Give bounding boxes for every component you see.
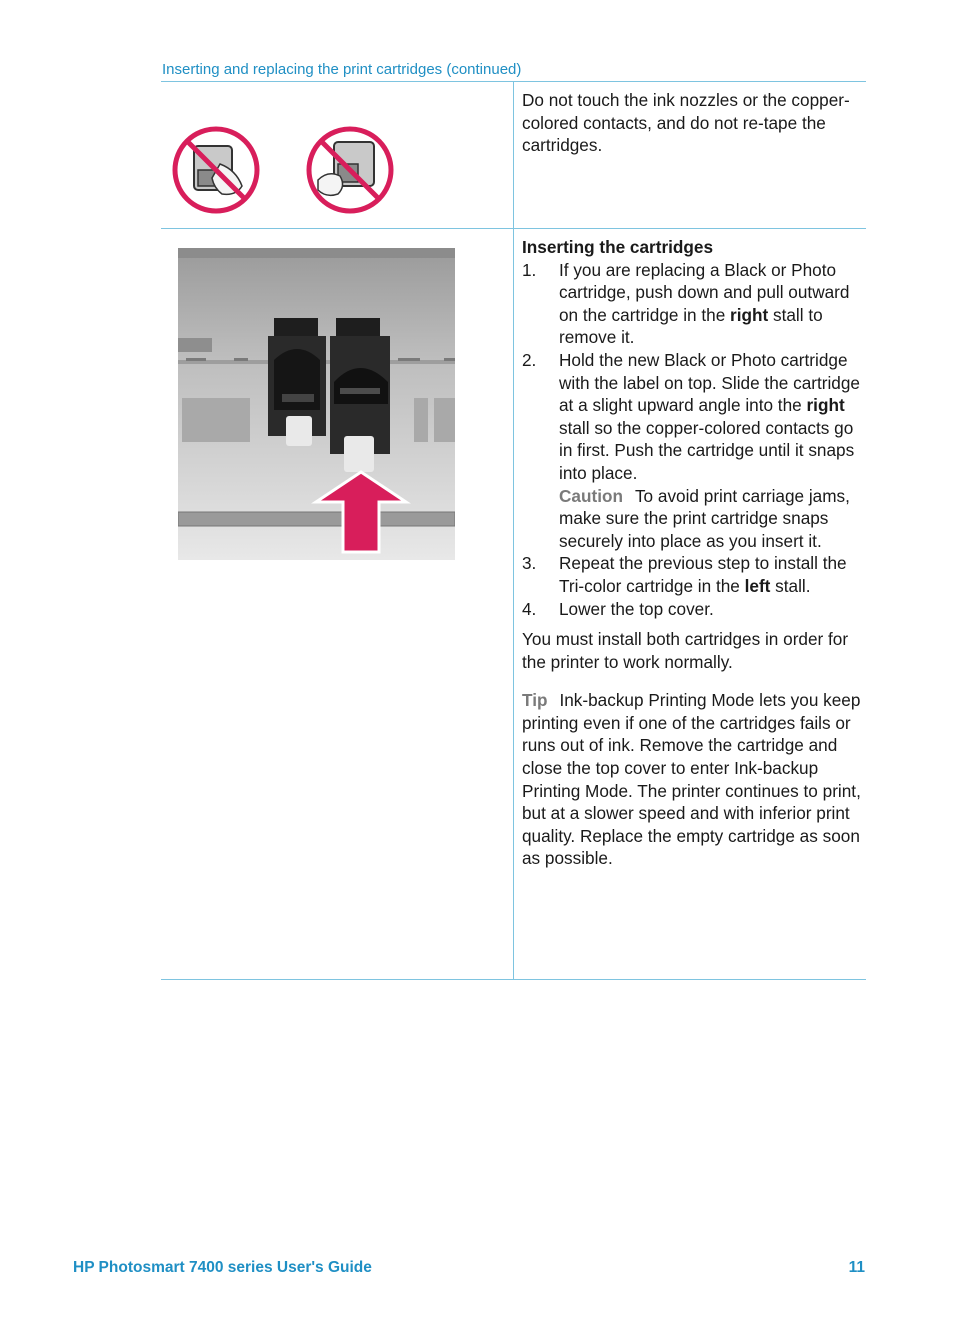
tip-label: Tip [522,690,548,711]
do-not-touch-text: Do not touch the ink nozzles or the copper-colored contacts, and do not re-tape the cartridges. [522,90,850,156]
table-bottom-rule [161,979,866,980]
install-note: You must install both cartridges in order for the printer to work normally. [522,629,849,672]
no-touch-nozzles-icon [175,129,257,211]
right-cartridge [330,318,390,472]
list-item: 4. Lower the top cover. [522,598,714,619]
column-divider [513,81,514,979]
row1-text-cell [522,89,862,157]
list-item: 2. Hold the new Black or Photo cartridge with the label on top. Slide the cartridge at a slight upward angle into the right stall so the copper-colored contacts go in first. Push the cartridge until it snaps into place. [522,349,860,483]
steps-list-2 [522,552,862,620]
footer-guide-title: HP Photosmart 7400 series User's Guide [73,1259,372,1276]
step-number: 2. [522,349,537,370]
steps-list-1 [522,259,862,485]
tip-text: Ink-backup Printing Mode lets you keep printing even if one of the cartridges fails or runs out of ink. Remove the cartridge and close the top cover to enter Ink-backup Printing Mode. The printer continues to print, but at a slower speed and with inferior print quality. Replace the empty cartridge as soon as possible. [522,690,861,869]
list-item: 3. Repeat the previous step to install the Tri-color cartridge in the left stall. [522,553,847,596]
list-item: 1. If you are replacing a Black or Photo cartridge, push down and pull outward on the cartridge in the right stall to remove it. [522,259,850,348]
cartridge-carriage-illustration [178,248,455,560]
caution-label: Caution [559,485,623,506]
table-caption: Inserting and replacing the print cartridges (continued) [162,61,522,78]
row2-text-cell [522,236,862,870]
left-cartridge [268,318,326,446]
section-heading: Inserting the cartridges [522,237,714,257]
no-touch-contacts-icon [309,129,391,211]
do-not-touch-illustration [168,124,403,219]
caution-text: To avoid print carriage jams, make sure the print cartridge snaps securely into place as you insert it. [559,485,850,551]
caution-note [522,485,862,553]
tip-note [522,689,862,870]
step-number: 1. [522,259,537,280]
step-number: 3. [522,553,537,574]
footer-page-number: 11 [848,1259,865,1276]
step-number: 4. [522,598,537,619]
